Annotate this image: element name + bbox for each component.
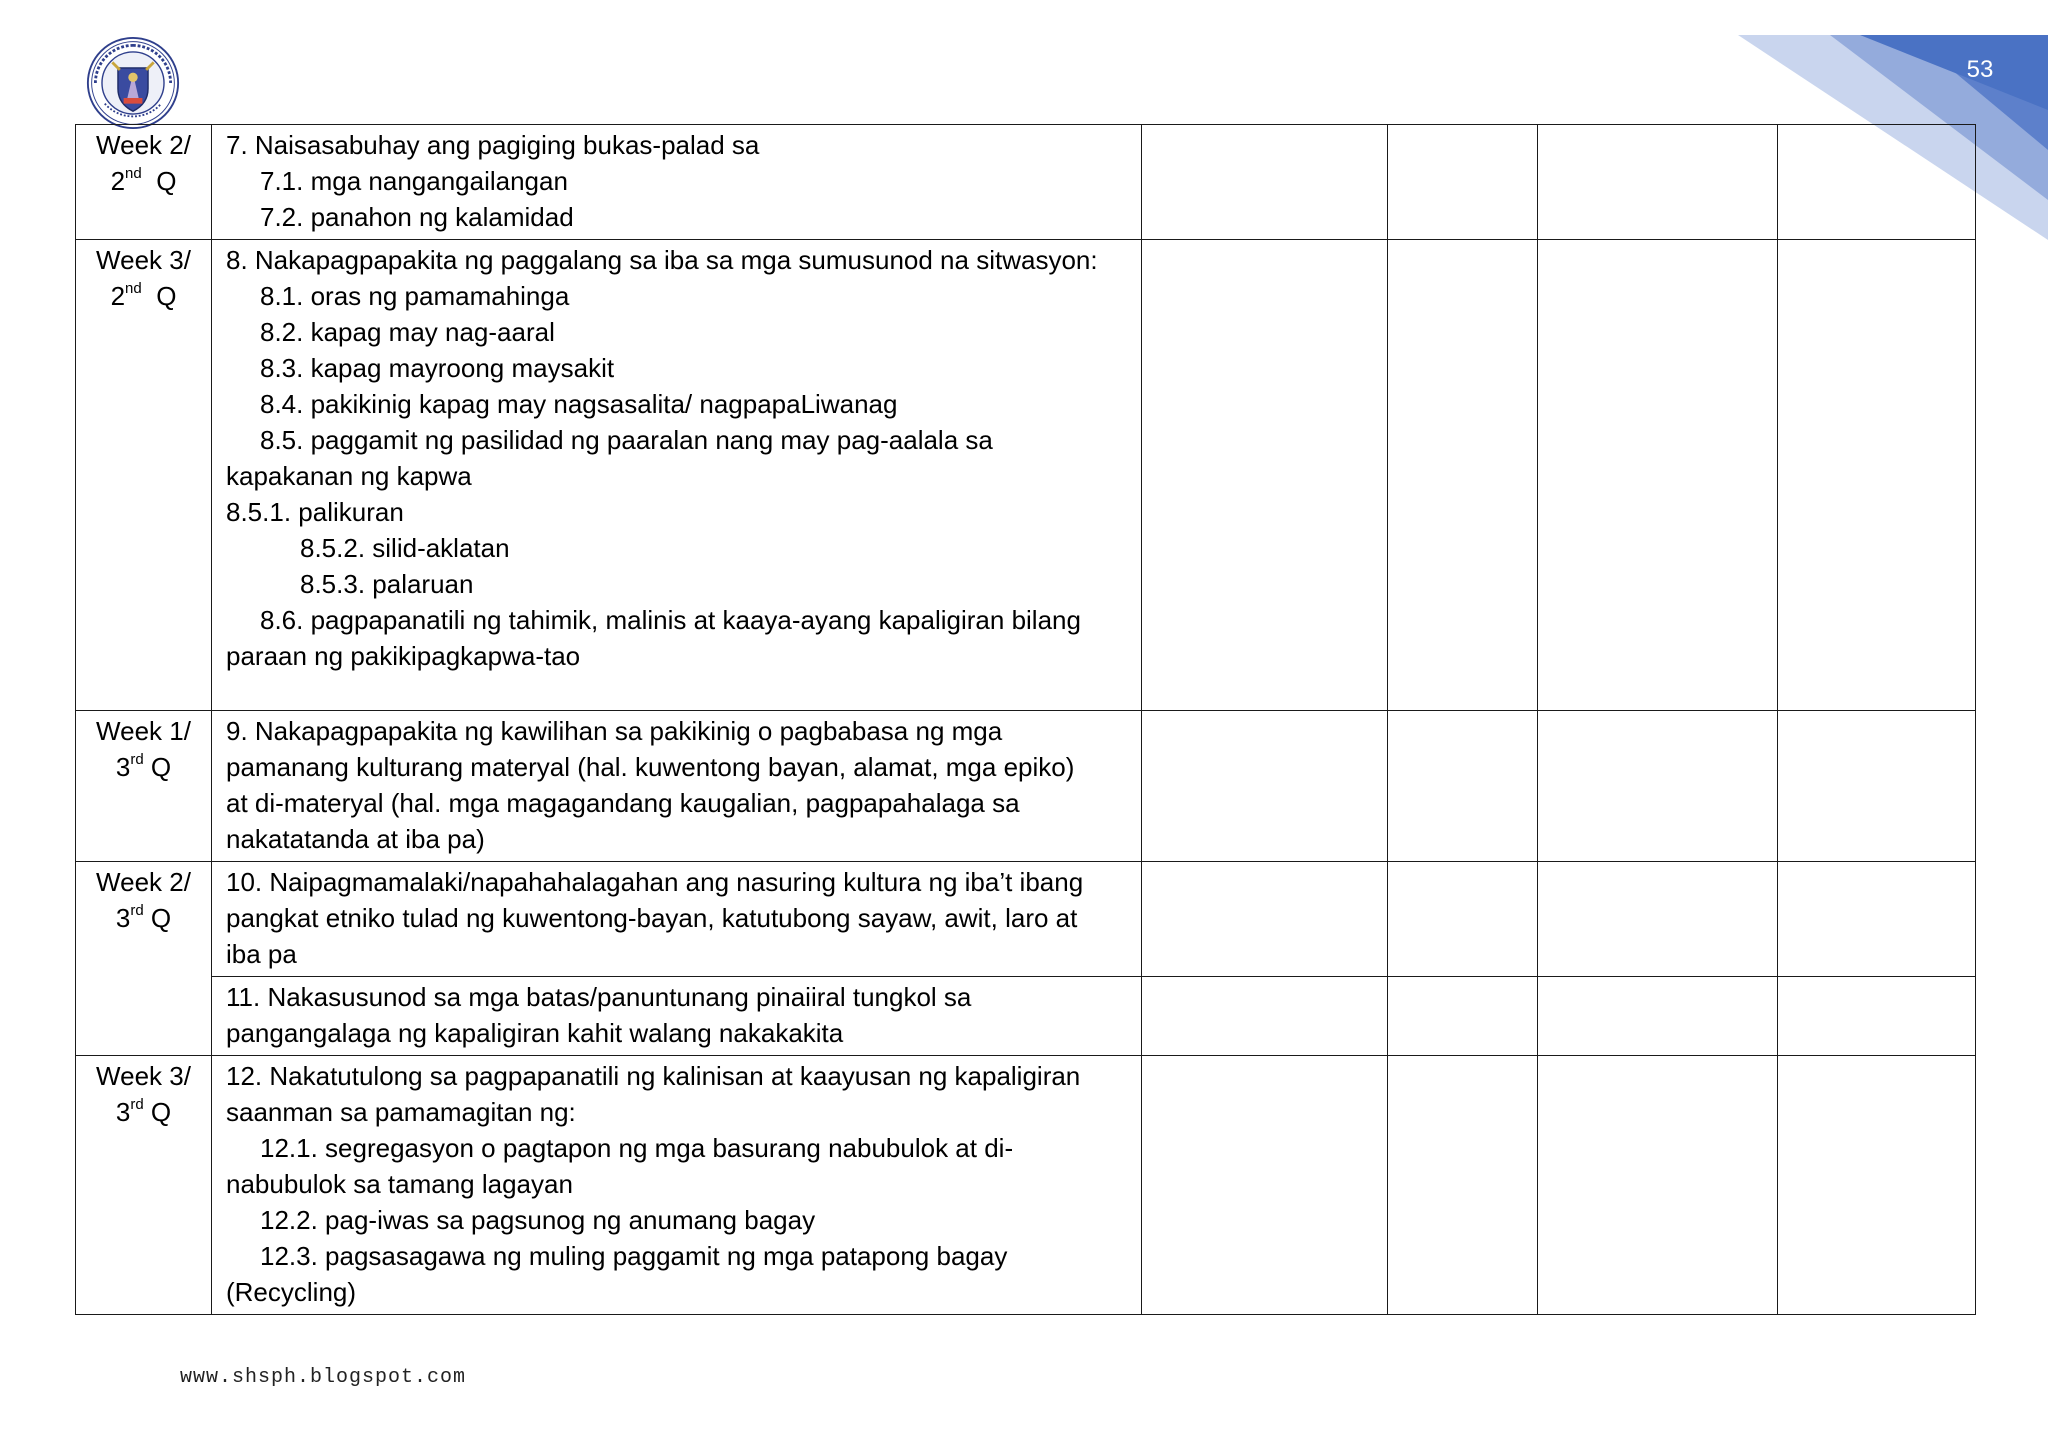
quarter-letter: Q bbox=[150, 903, 172, 933]
competency-checklist-table bbox=[75, 124, 1976, 1315]
quarter-label bbox=[76, 1094, 211, 1130]
competency-line: 12.3. pagsasagawa ng muling paggamit ng mga patapong bagay bbox=[260, 1241, 1008, 1271]
quarter-letter: Q bbox=[150, 1097, 172, 1127]
table-row bbox=[76, 125, 1976, 240]
week-quarter-cell bbox=[76, 1056, 212, 1315]
quarter-number: 2 bbox=[110, 166, 126, 196]
competency-line: 12.2. pag-iwas sa pagsunog ng anumang bagay bbox=[260, 1205, 816, 1235]
table-row bbox=[76, 1056, 1976, 1315]
competency-line: 9. Nakapagpapakita ng kawilihan sa pakikinig o pagbabasa ng mga bbox=[226, 716, 1003, 746]
rating-cell bbox=[1388, 862, 1538, 977]
competency-cell bbox=[212, 125, 1142, 240]
week-label: Week 2/ bbox=[96, 867, 191, 897]
competency-line: pangangalaga ng kapaligiran kahit walang nakakakita bbox=[226, 1018, 844, 1048]
competency-line: 8.5.3. palaruan bbox=[300, 569, 474, 599]
rating-cell bbox=[1538, 125, 1778, 240]
table-row bbox=[76, 240, 1976, 711]
competency-line: pamanang kulturang materyal (hal. kuwentong bayan, alamat, mga epiko) bbox=[226, 752, 1075, 782]
table-row bbox=[76, 711, 1976, 862]
rating-cell bbox=[1778, 125, 1976, 240]
week-label: Week 1/ bbox=[96, 716, 191, 746]
table-row bbox=[76, 862, 1976, 977]
quarter-label bbox=[76, 900, 211, 936]
rating-cell bbox=[1778, 1056, 1976, 1315]
quarter-letter: Q bbox=[150, 752, 172, 782]
competency-line: 8.5.1. palikuran bbox=[226, 497, 404, 527]
competency-line: 10. Naipagmamalaki/napahahalagahan ang nasuring kultura ng iba’t ibang bbox=[226, 867, 1084, 897]
competency-line: saanman sa pamamagitan ng: bbox=[226, 1097, 576, 1127]
competency-cell bbox=[212, 862, 1142, 977]
competency-line: iba pa bbox=[226, 939, 297, 969]
competency-line: 8. Nakapagpapakita ng paggalang sa iba sa mga sumusunod na sitwasyon: bbox=[226, 245, 1098, 275]
competency-cell bbox=[212, 240, 1142, 711]
quarter-ordinal-suffix: nd bbox=[125, 280, 142, 298]
competency-cell bbox=[212, 977, 1142, 1056]
quarter-letter: Q bbox=[156, 166, 177, 196]
rating-cell bbox=[1142, 125, 1388, 240]
table-row bbox=[76, 977, 1976, 1056]
week-quarter-cell bbox=[76, 711, 212, 862]
rating-cell bbox=[1388, 1056, 1538, 1315]
rating-cell bbox=[1538, 240, 1778, 711]
rating-cell bbox=[1142, 862, 1388, 977]
competency-line: 11. Nakasusunod sa mga batas/panuntunang pinaiiral tungkol sa bbox=[226, 982, 972, 1012]
competency-cell bbox=[212, 711, 1142, 862]
quarter-number: 3 bbox=[115, 903, 131, 933]
competency-line: 8.5.2. silid-aklatan bbox=[300, 533, 510, 563]
rating-cell bbox=[1778, 862, 1976, 977]
week-label: Week 3/ bbox=[96, 1061, 191, 1091]
week-quarter-cell bbox=[76, 125, 212, 240]
competency-line: 8.3. kapag mayroong maysakit bbox=[260, 353, 615, 383]
week-quarter-cell bbox=[76, 240, 212, 711]
quarter-ordinal-suffix: rd bbox=[130, 902, 144, 920]
rating-cell bbox=[1538, 711, 1778, 862]
quarter-number: 3 bbox=[115, 752, 131, 782]
week-label: Week 2/ bbox=[96, 130, 191, 160]
page-number: 53 bbox=[1966, 56, 1994, 83]
competency-cell bbox=[212, 1056, 1142, 1315]
rating-cell bbox=[1388, 711, 1538, 862]
competency-line: 8.4. pakikinig kapag may nagsasalita/ nagpapaLiwanag bbox=[260, 389, 898, 419]
rating-cell bbox=[1142, 977, 1388, 1056]
competency-line: (Recycling) bbox=[226, 1277, 357, 1307]
week-label: Week 3/ bbox=[96, 245, 191, 275]
competency-line: 12.1. segregasyon o pagtapon ng mga basurang nabubulok at di- bbox=[260, 1133, 1014, 1163]
competency-line: 7.1. mga nangangailangan bbox=[260, 166, 568, 196]
competency-line: 8.5. paggamit ng pasilidad ng paaralan nang may pag-aalala sa bbox=[260, 425, 993, 455]
rating-cell bbox=[1388, 977, 1538, 1056]
quarter-label bbox=[76, 163, 211, 199]
quarter-label bbox=[76, 278, 211, 314]
footer-url: www.shsph.blogspot.com bbox=[180, 1366, 467, 1389]
quarter-ordinal-suffix: rd bbox=[130, 1096, 144, 1114]
competency-line: pangkat etniko tulad ng kuwentong-bayan, katutubong sayaw, awit, laro at bbox=[226, 903, 1078, 933]
rating-cell bbox=[1388, 125, 1538, 240]
rating-cell bbox=[1778, 977, 1976, 1056]
quarter-ordinal-suffix: rd bbox=[130, 751, 144, 769]
competency-line: 8.2. kapag may nag-aaral bbox=[260, 317, 555, 347]
competency-line: nabubulok sa tamang lagayan bbox=[226, 1169, 573, 1199]
competency-line: 7. Naisasabuhay ang pagiging bukas-palad sa bbox=[226, 130, 760, 160]
rating-cell bbox=[1142, 1056, 1388, 1315]
competency-line: 12. Nakatutulong sa pagpapanatili ng kalinisan at kaayusan ng kapaligiran bbox=[226, 1061, 1081, 1091]
quarter-letter: Q bbox=[156, 281, 177, 311]
deped-seal-icon bbox=[86, 36, 180, 130]
competency-line: paraan ng pakikipagkapwa-tao bbox=[226, 641, 581, 671]
quarter-number: 2 bbox=[110, 281, 126, 311]
quarter-ordinal-suffix: nd bbox=[125, 165, 142, 183]
quarter-label bbox=[76, 749, 211, 785]
rating-cell bbox=[1388, 240, 1538, 711]
competency-line: 8.1. oras ng pamamahinga bbox=[260, 281, 570, 311]
rating-cell bbox=[1538, 977, 1778, 1056]
competency-line: kapakanan ng kapwa bbox=[226, 461, 472, 491]
rating-cell bbox=[1142, 711, 1388, 862]
quarter-number: 3 bbox=[115, 1097, 131, 1127]
competency-line: 8.6. pagpapanatili ng tahimik, malinis at kaaya-ayang kapaligiran bilang bbox=[260, 605, 1081, 635]
rating-cell bbox=[1538, 862, 1778, 977]
week-quarter-cell bbox=[76, 862, 212, 1056]
rating-cell bbox=[1778, 711, 1976, 862]
rating-cell bbox=[1778, 240, 1976, 711]
competency-line: at di-materyal (hal. mga magagandang kaugalian, pagpapahalaga sa bbox=[226, 788, 1020, 818]
competency-line: 7.2. panahon ng kalamidad bbox=[260, 202, 574, 232]
rating-cell bbox=[1538, 1056, 1778, 1315]
competency-line: nakatatanda at iba pa) bbox=[226, 824, 485, 854]
rating-cell bbox=[1142, 240, 1388, 711]
